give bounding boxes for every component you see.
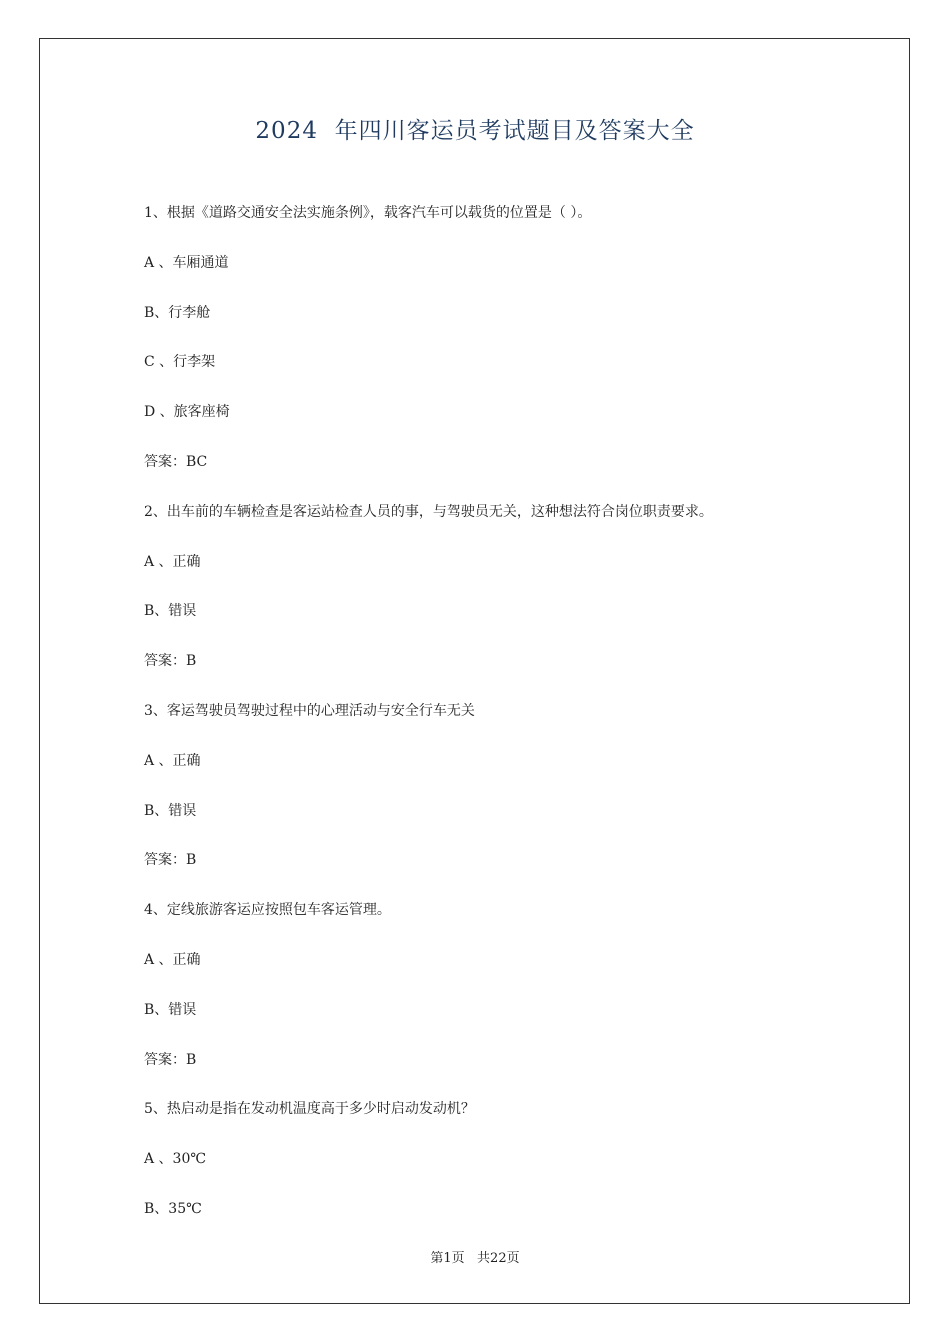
page-footer: 第1页 共22页 xyxy=(430,1251,520,1266)
question-3-answer: 答案：B xyxy=(144,852,197,869)
question-4-option-b: B、错误 xyxy=(144,1001,197,1018)
question-1: 1、根据《道路交通安全法实施条例》，载客汽车可以载货的位置是（ ）。 xyxy=(144,205,592,221)
question-2: 2、出车前的车辆检查是客运站检查人员的事，与驾驶员无关，这种想法符合岗位职责要求。 xyxy=(144,503,713,520)
question-1-option-b: B、行李舱 xyxy=(144,304,211,321)
question-4: 4、定线旅游客运应按照包车客运管理。 xyxy=(144,902,391,919)
question-5-option-a: A 、30℃ xyxy=(144,1151,207,1168)
question-1-option-a: A 、车厢通道 xyxy=(144,254,229,271)
document-title: 2024 年四川客运员考试题目及答案大全 xyxy=(255,118,695,144)
question-4-answer: 答案：B xyxy=(144,1051,197,1068)
question-list xyxy=(144,200,844,1246)
question-1-option-c: C 、行李架 xyxy=(144,354,216,371)
question-2-answer: 答案：B xyxy=(144,653,197,670)
question-2-option-a: A 、正确 xyxy=(144,553,201,570)
question-3-option-a: A 、正确 xyxy=(144,752,201,769)
question-5-option-b: B、35℃ xyxy=(144,1200,202,1217)
question-5: 5、热启动是指在发动机温度高于多少时启动发动机？ xyxy=(144,1101,475,1118)
question-4-option-a: A 、正确 xyxy=(144,951,201,968)
question-2-option-b: B、错误 xyxy=(144,603,197,620)
question-1-answer: 答案：BC xyxy=(144,453,208,470)
question-1-option-d: D 、旅客座椅 xyxy=(144,404,230,421)
question-3-option-b: B、错误 xyxy=(144,802,197,819)
question-3: 3、客运驾驶员驾驶过程中的心理活动与安全行车无关 xyxy=(144,702,475,719)
